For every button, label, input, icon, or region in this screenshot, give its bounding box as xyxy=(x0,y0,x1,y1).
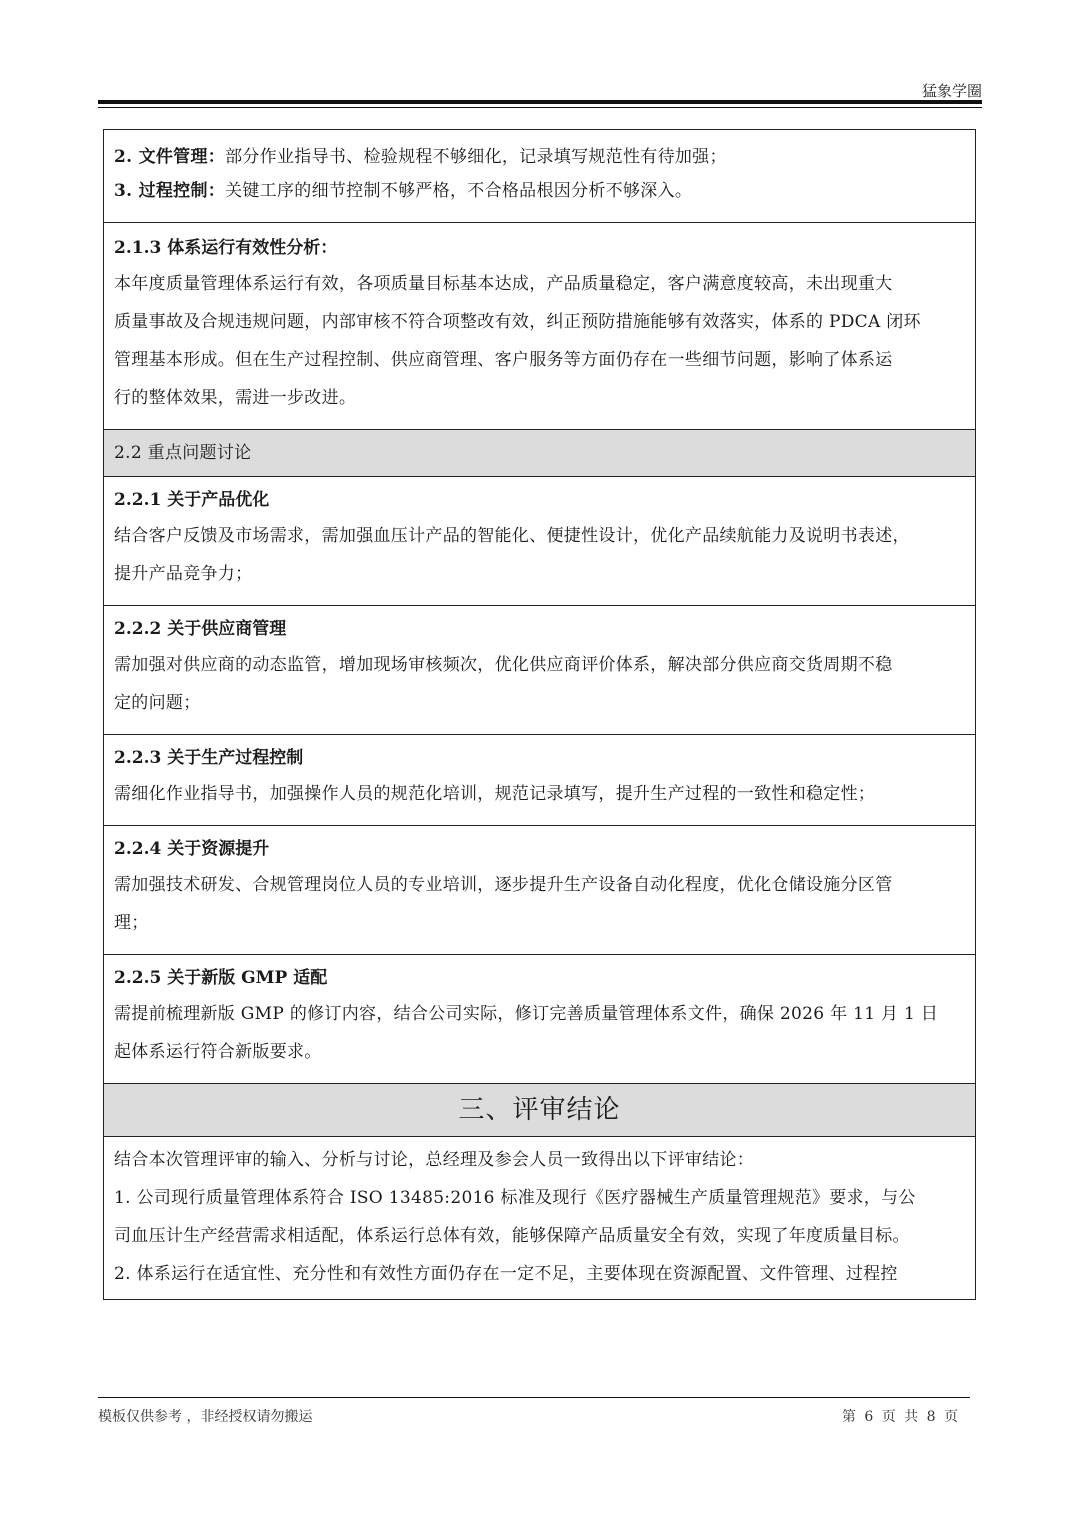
discussion-item xyxy=(104,606,975,735)
list-item xyxy=(114,174,965,208)
discussion-item xyxy=(104,735,975,826)
discussion-item-title: 2.2.3 关于生产过程控制 xyxy=(114,748,304,768)
paragraph-line: 2. 体系运行在适宜性、充分性和有效性方面仍存在一定不足，主要体现在资源配置、文件管理、过程控 xyxy=(114,1264,898,1284)
conclusion-title: 三、评审结论 xyxy=(104,1084,975,1137)
paragraph-line: 司血压计生产经营需求相适配，体系运行总体有效，能够保障产品质量安全有效，实现了年度质量目标。 xyxy=(114,1226,910,1246)
item-text: 关键工序的细节控制不够严格，不合格品根因分析不够深入。 xyxy=(225,181,693,201)
paragraph-line: 需加强技术研发、合规管理岗位人员的专业培训，逐步提升生产设备自动化程度，优化仓储设施分区管 xyxy=(114,875,893,895)
discussion-item-title: 2.2.2 关于供应商管理 xyxy=(114,619,287,639)
paragraph-line: 理； xyxy=(114,913,149,933)
paragraph-line: 起体系运行符合新版要求。 xyxy=(114,1042,322,1062)
effectiveness-cell xyxy=(104,223,975,430)
header-brand: 猛象学圈 xyxy=(921,82,982,100)
discussion-item xyxy=(104,826,975,955)
paragraph-line: 定的问题； xyxy=(114,693,201,713)
footer-rule xyxy=(98,1397,970,1398)
footer-disclaimer: 模板仅供参考 ，非经授权请勿搬运 xyxy=(98,1409,313,1425)
conclusion-cell xyxy=(104,1137,975,1299)
item-label: 3. 过程控制： xyxy=(114,181,226,201)
list-item xyxy=(114,140,965,174)
header-rule-thick xyxy=(98,100,982,104)
continuation-cell xyxy=(104,130,975,223)
item-label: 2. 文件管理： xyxy=(114,147,226,167)
paragraph-line: 管理基本形成。但在生产过程控制、供应商管理、客户服务等方面仍存在一些细节问题，影响了体系运 xyxy=(114,350,893,370)
item-text: 部分作业指导书、检验规程不够细化，记录填写规范性有待加强； xyxy=(225,147,727,167)
paragraph-line: 行的整体效果，需进一步改进。 xyxy=(114,388,357,408)
paragraph-line: 结合客户反馈及市场需求，需加强血压计产品的智能化、便捷性设计，优化产品续航能力及说明书表述， xyxy=(114,526,910,546)
paragraph-line: 结合本次管理评审的输入、分析与讨论，总经理及参会人员一致得出以下评审结论： xyxy=(114,1150,755,1170)
page-number: 第 6 页 共 8 页 xyxy=(841,1409,958,1425)
discussion-heading: 2.2 重点问题讨论 xyxy=(114,443,252,463)
paragraph-line: 提升产品竞争力； xyxy=(114,564,253,584)
paragraph-line: 质量事故及合规违规问题，内部审核不符合项整改有效，纠正预防措施能够有效落实，体系的 PDCA 闭环 xyxy=(114,312,921,332)
paragraph-line: 需提前梳理新版 GMP 的修订内容，结合公司实际，修订完善质量管理体系文件，确保 2026 年 11 月 1 日 xyxy=(114,1004,939,1024)
discussion-item xyxy=(104,955,975,1084)
discussion-item-title: 2.2.5 关于新版 GMP 适配 xyxy=(114,968,328,988)
discussion-item xyxy=(104,477,975,606)
paragraph-line: 需细化作业指导书，加强操作人员的规范化培训，规范记录填写，提升生产过程的一致性和稳定性； xyxy=(114,784,876,804)
paragraph-line: 需加强对供应商的动态监管，增加现场审核频次，优化供应商评价体系，解决部分供应商交货周期不稳 xyxy=(114,655,893,675)
discussion-heading-cell xyxy=(104,430,975,477)
discussion-item-title: 2.2.1 关于产品优化 xyxy=(114,490,270,510)
discussion-item-title: 2.2.4 关于资源提升 xyxy=(114,839,270,859)
review-table xyxy=(103,129,976,1300)
effectiveness-heading: 2.1.3 体系运行有效性分析： xyxy=(114,238,338,258)
paragraph-line: 1. 公司现行质量管理体系符合 ISO 13485:2016 标准及现行《医疗器械生产质量管理规范》要求，与公 xyxy=(114,1188,916,1208)
header-rule-thin xyxy=(98,107,982,108)
paragraph-line: 本年度质量管理体系运行有效，各项质量目标基本达成，产品质量稳定，客户满意度较高，未出现重大 xyxy=(114,274,893,294)
